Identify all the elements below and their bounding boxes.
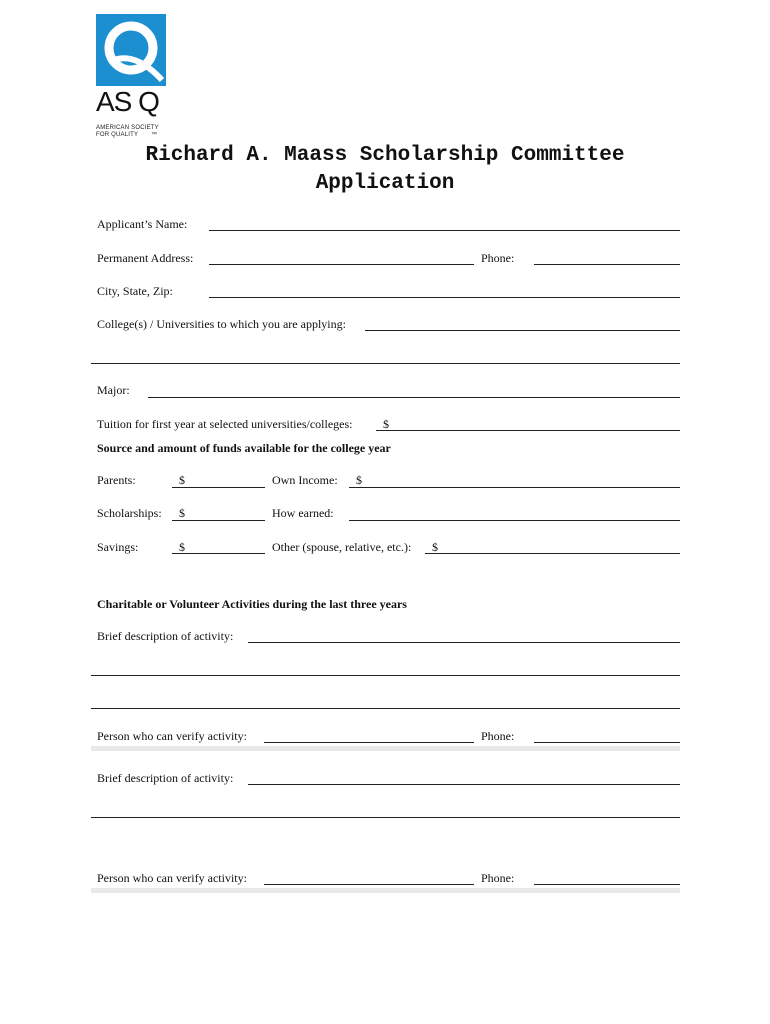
form-title-line2: Application (315, 172, 455, 195)
activity1-phone-field[interactable] (534, 742, 680, 743)
activity1-verify-label: Person who can verify activity: (97, 729, 247, 743)
own-income-dollar-sign: $ (356, 473, 362, 487)
activity1-description-line2[interactable] (91, 675, 680, 676)
activity1-verify-field[interactable] (264, 742, 474, 743)
funds-heading: Source and amount of funds available for the college year (97, 441, 391, 455)
colleges-field[interactable] (365, 330, 680, 331)
form-title-line1: Richard A. Maass Scholarship Committee (145, 144, 625, 167)
activity1-description-label: Brief description of activity: (97, 629, 234, 643)
scholarships-dollar-sign: $ (179, 506, 185, 520)
activities-heading: Charitable or Volunteer Activities during the last three years (97, 597, 407, 611)
scholarships-label: Scholarships: (97, 506, 162, 520)
asq-logo (93, 10, 189, 140)
address-phone-label: Phone: (481, 251, 515, 265)
applicant-name-label: Applicant’s Name: (97, 217, 188, 231)
colleges-label: College(s) / Universities to which you are applying: (97, 317, 346, 331)
scholarships-field[interactable] (172, 520, 265, 521)
savings-label: Savings: (97, 540, 139, 554)
section-divider (91, 888, 680, 893)
city-state-zip-field[interactable] (209, 297, 680, 298)
activity2-phone-label: Phone: (481, 871, 515, 885)
activity1-phone-label: Phone: (481, 729, 515, 743)
org-name-line2: FOR QUALITY (96, 132, 139, 138)
activity1-description-line3[interactable] (91, 708, 680, 709)
other-funds-label: Other (spouse, relative, etc.): (272, 540, 412, 554)
savings-field[interactable] (172, 553, 265, 554)
major-label: Major: (97, 383, 130, 397)
activity2-verify-field[interactable] (264, 884, 474, 885)
how-earned-label: How earned: (272, 506, 334, 520)
tuition-field[interactable] (376, 430, 680, 431)
parents-field[interactable] (172, 487, 265, 488)
how-earned-field[interactable] (349, 520, 680, 521)
tuition-label: Tuition for first year at selected universities/colleges: (97, 417, 353, 431)
tuition-dollar-sign: $ (383, 417, 389, 431)
activity2-description-line2[interactable] (91, 817, 680, 818)
applicant-name-field[interactable] (209, 230, 680, 231)
other-funds-dollar-sign: $ (432, 540, 438, 554)
own-income-label: Own Income: (272, 473, 338, 487)
colleges-field-continued[interactable] (91, 363, 680, 364)
permanent-address-label: Permanent Address: (97, 251, 194, 265)
activity2-phone-field[interactable] (534, 884, 680, 885)
other-funds-field[interactable] (425, 553, 680, 554)
asq-letters: AS Q (96, 86, 159, 117)
city-state-zip-label: City, State, Zip: (97, 284, 173, 298)
section-divider (91, 746, 680, 751)
savings-dollar-sign: $ (179, 540, 185, 554)
parents-dollar-sign: $ (179, 473, 185, 487)
activity2-verify-label: Person who can verify activity: (97, 871, 247, 885)
address-phone-field[interactable] (534, 264, 680, 265)
activity2-description-label: Brief description of activity: (97, 771, 234, 785)
parents-label: Parents: (97, 473, 136, 487)
major-field[interactable] (148, 397, 680, 398)
trademark-mark: ™ (151, 132, 158, 138)
permanent-address-field[interactable] (209, 264, 474, 265)
own-income-field[interactable] (349, 487, 680, 488)
activity1-description-field[interactable] (248, 642, 680, 643)
activity2-description-field[interactable] (248, 784, 680, 785)
org-name-line1: AMERICAN SOCIETY (96, 125, 159, 131)
asq-logo-mark (96, 14, 166, 86)
